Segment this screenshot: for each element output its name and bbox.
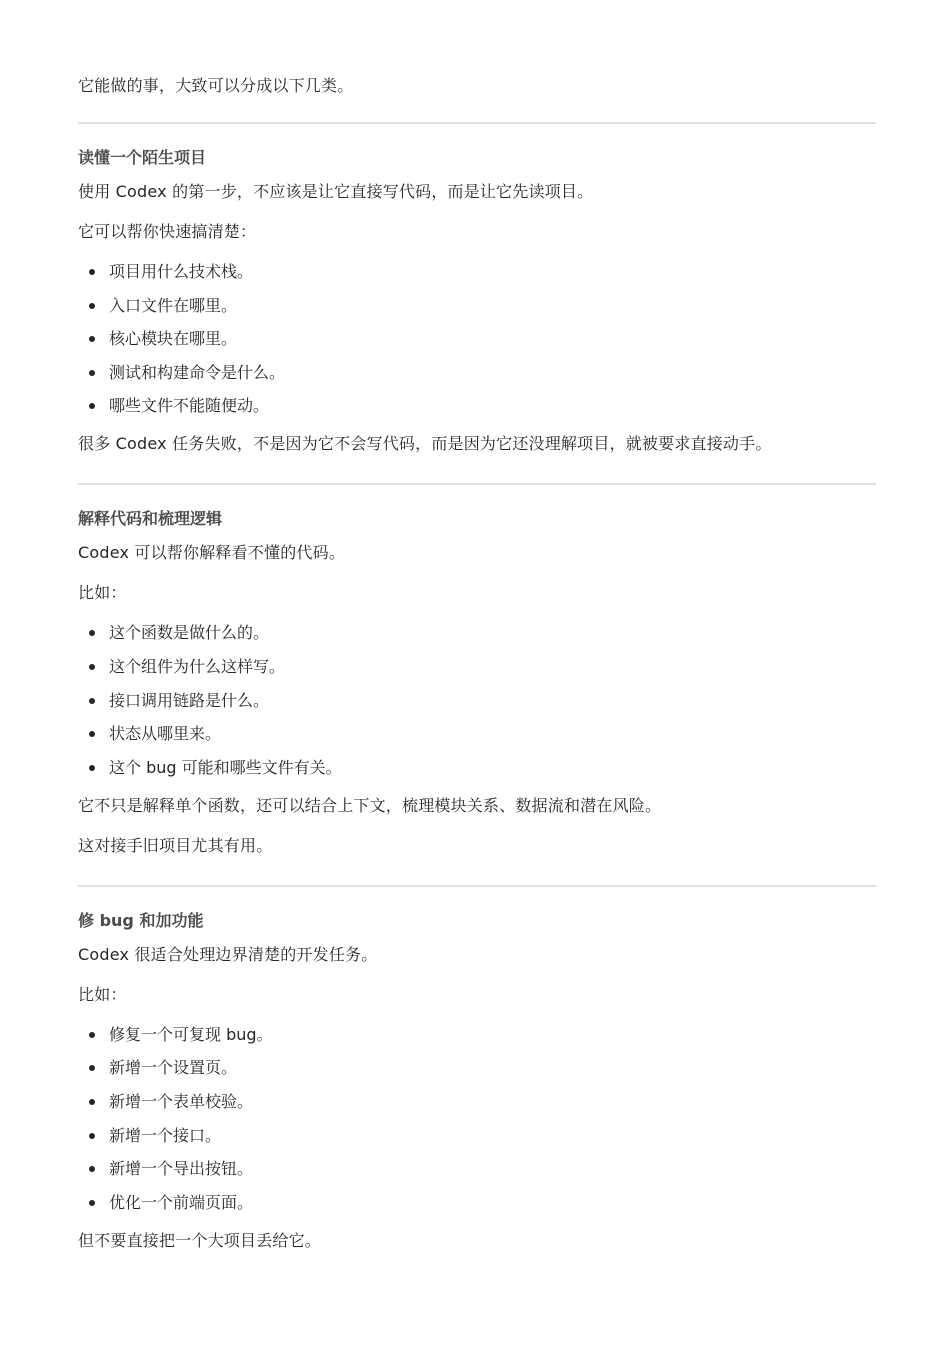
- section-paragraph: Codex 可以帮你解释看不懂的代码。: [78, 543, 346, 563]
- section-paragraph: 使用 Codex 的第一步，不应该是让它直接写代码，而是让它先读项目。: [78, 182, 594, 201]
- list-item: 接口调用链路是什么。: [78, 689, 876, 713]
- section-divider: [78, 885, 876, 887]
- list-item: 入口文件在哪里。: [78, 294, 876, 318]
- list-item: 核心模块在哪里。: [78, 327, 876, 351]
- section-explain-code: [78, 507, 876, 857]
- list-item: 这个 bug 可能和哪些文件有关。: [78, 756, 876, 780]
- list-item: 修复一个可复现 bug。: [78, 1023, 876, 1047]
- list-item: 状态从哪里来。: [78, 722, 876, 746]
- list-item: 新增一个设置页。: [78, 1056, 876, 1080]
- section-heading: 读懂一个陌生项目: [78, 148, 207, 167]
- section-fix-bugs: [78, 909, 876, 1253]
- list-item: 优化一个前端页面。: [78, 1191, 876, 1215]
- bullet-list: [78, 260, 876, 418]
- section-paragraph: 它可以帮你快速搞清楚：: [78, 222, 257, 241]
- section-divider: [78, 483, 876, 485]
- section-paragraph: 但不要直接把一个大项目丢给它。: [78, 1230, 322, 1250]
- section-heading: 解释代码和梳理逻辑: [78, 509, 223, 529]
- section-paragraph: 这对接手旧项目尤其有用。: [78, 835, 273, 855]
- list-item: 新增一个接口。: [78, 1124, 876, 1148]
- list-item: 测试和构建命令是什么。: [78, 361, 876, 385]
- section-read-project: [78, 146, 876, 456]
- section-paragraph: 它不只是解释单个函数，还可以结合上下文，梳理模块关系、数据流和潜在风险。: [78, 795, 662, 815]
- list-item: 新增一个表单校验。: [78, 1090, 876, 1114]
- list-item: 新增一个导出按钮。: [78, 1157, 876, 1181]
- section-paragraph: 比如：: [78, 984, 127, 1004]
- intro-text: 它能做的事，大致可以分成以下几类。: [78, 76, 354, 95]
- list-item: 哪些文件不能随便动。: [78, 394, 876, 418]
- list-item: 这个组件为什么这样写。: [78, 655, 876, 679]
- section-heading: 修 bug 和加功能: [78, 910, 204, 930]
- section-paragraph: 很多 Codex 任务失败，不是因为它不会写代码，而是因为它还没理解项目，就被要求直接动手。: [78, 434, 772, 454]
- list-item: 这个函数是做什么的。: [78, 621, 876, 645]
- section-paragraph: Codex 很适合处理边界清楚的开发任务。: [78, 944, 378, 964]
- bullet-list: [78, 621, 876, 779]
- list-item: 项目用什么技术栈。: [78, 260, 876, 284]
- section-paragraph: 比如：: [78, 583, 127, 603]
- section-divider: [78, 122, 876, 124]
- bullet-list: [78, 1023, 876, 1215]
